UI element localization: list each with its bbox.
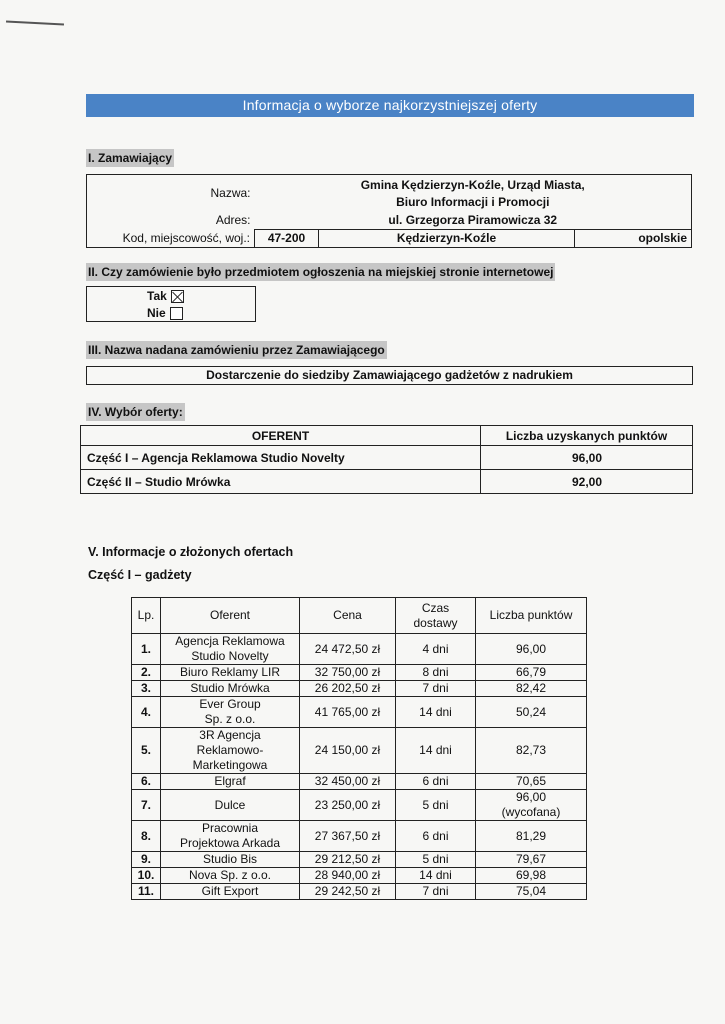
row-price: 29 212,50 zł xyxy=(300,852,396,868)
table-row xyxy=(132,790,587,821)
table-header-row xyxy=(132,598,587,634)
row-offer-line: Nova Sp. z o.o. xyxy=(188,868,272,882)
row-offer-line: Elgraf xyxy=(214,774,246,788)
name-value-line-1: Gmina Kędzierzyn-Koźle, Urząd Miasta, xyxy=(255,175,692,194)
address-value: ul. Grzegorza Piramowicza 32 xyxy=(255,211,692,229)
row-lp: 5. xyxy=(132,728,161,774)
row-offer-line: Biuro Reklamy LIR xyxy=(179,665,281,679)
row-offer-line: Reklamowo- xyxy=(196,743,264,757)
col-lp: Lp. xyxy=(132,598,161,634)
row-offer-line: Agencja Reklamowa xyxy=(175,634,285,648)
row-price: 27 367,50 zł xyxy=(300,821,396,852)
row-lp: 7. xyxy=(132,790,161,821)
table-row xyxy=(132,665,587,681)
voivodeship: opolskie xyxy=(575,229,692,247)
no-option xyxy=(147,306,183,320)
table-row xyxy=(132,634,587,665)
row-points-line: 82,73 xyxy=(515,743,547,757)
row-offer xyxy=(161,821,300,852)
table-row xyxy=(132,884,587,900)
row-offer xyxy=(161,697,300,728)
row-time: 14 dni xyxy=(396,868,476,884)
row-price: 23 250,00 zł xyxy=(300,790,396,821)
col-offer: Oferent xyxy=(161,598,300,634)
table-row xyxy=(81,470,693,494)
selected-points: 92,00 xyxy=(481,470,693,494)
row-time: 8 dni xyxy=(396,665,476,681)
table-row xyxy=(132,728,587,774)
row-offer-line: Marketingowa xyxy=(192,758,268,772)
table-row xyxy=(132,697,587,728)
row-points xyxy=(476,681,587,697)
row-points xyxy=(476,790,587,821)
row-offer-line: Pracownia xyxy=(201,821,259,835)
table-row xyxy=(132,821,587,852)
page-title-banner: Informacja o wyborze najkorzystniejszej oferty xyxy=(86,94,694,117)
name-label: Nazwa: xyxy=(87,175,255,212)
row-points-line: (wycofana) xyxy=(501,805,561,819)
offers-table xyxy=(131,597,587,900)
postal-code: 47-200 xyxy=(255,229,319,247)
row-offer-line: Ever Group xyxy=(199,697,261,711)
section-5-heading: V. Informacje o złożonych ofertach xyxy=(88,545,294,559)
row-points xyxy=(476,697,587,728)
row-time: 5 dni xyxy=(396,790,476,821)
row-offer-line: Studio Bis xyxy=(202,852,258,866)
row-points-line: 70,65 xyxy=(515,774,547,788)
row-points-line: 81,29 xyxy=(515,828,547,843)
row-offer xyxy=(161,884,300,900)
no-checkbox[interactable] xyxy=(170,307,183,320)
row-points xyxy=(476,884,587,900)
row-points-line: 69,98 xyxy=(515,868,547,882)
row-offer xyxy=(161,665,300,681)
row-offer xyxy=(161,852,300,868)
table-row xyxy=(132,868,587,884)
row-price: 29 242,50 zł xyxy=(300,884,396,900)
row-lp: 1. xyxy=(132,634,161,665)
scan-mark xyxy=(6,20,64,25)
name-value-line-2: Biuro Informacji i Promocji xyxy=(255,193,692,211)
col-time-line-1: Czas xyxy=(421,600,450,615)
col-points: Liczba punktów xyxy=(476,598,587,634)
row-points xyxy=(476,821,587,852)
row-lp: 2. xyxy=(132,665,161,681)
row-price: 28 940,00 zł xyxy=(300,868,396,884)
announcement-checkbox-group xyxy=(86,286,256,322)
yes-label: Tak xyxy=(147,289,167,303)
row-points-line: 66,79 xyxy=(515,665,547,679)
row-time: 14 dni xyxy=(396,728,476,774)
row-points xyxy=(476,868,587,884)
row-offer xyxy=(161,634,300,665)
row-lp: 3. xyxy=(132,681,161,697)
col-points-header: Liczba uzyskanych punktów xyxy=(481,426,693,446)
row-offer-line: Sp. z o.o. xyxy=(204,712,256,726)
col-time xyxy=(396,598,476,634)
row-lp: 8. xyxy=(132,821,161,852)
row-price: 24 150,00 zł xyxy=(300,728,396,774)
row-time: 5 dni xyxy=(396,852,476,868)
row-points xyxy=(476,665,587,681)
no-label: Nie xyxy=(147,306,166,320)
row-points-line: 75,04 xyxy=(515,884,547,898)
selected-offer: Część I – Agencja Reklamowa Studio Novelty xyxy=(81,446,481,470)
col-offer-header: OFERENT xyxy=(81,426,481,446)
table-row xyxy=(81,446,693,470)
section-2-heading: II. Czy zamówienie było przedmiotem ogłoszenia na miejskiej stronie internetowej xyxy=(88,265,554,279)
row-lp: 4. xyxy=(132,697,161,728)
table-row xyxy=(132,681,587,697)
row-lp: 10. xyxy=(132,868,161,884)
row-points xyxy=(476,634,587,665)
row-offer-line: Studio Mrówka xyxy=(190,681,270,695)
row-offer-line: Studio Novelty xyxy=(191,649,269,663)
row-price: 26 202,50 zł xyxy=(300,681,396,697)
row-points xyxy=(476,852,587,868)
row-points-line: 82,42 xyxy=(515,681,547,695)
row-offer-line: Gift Export xyxy=(201,884,259,898)
col-time-line-2: dostawy xyxy=(413,615,458,630)
row-price: 41 765,00 zł xyxy=(300,697,396,728)
address-label: Adres: xyxy=(87,211,255,229)
row-lp: 6. xyxy=(132,774,161,790)
row-time: 4 dni xyxy=(396,634,476,665)
row-offer-line: Dulce xyxy=(214,797,246,812)
row-time: 7 dni xyxy=(396,681,476,697)
col-price: Cena xyxy=(300,598,396,634)
row-lp: 11. xyxy=(132,884,161,900)
section-4-heading: IV. Wybór oferty: xyxy=(88,405,183,419)
yes-checkbox[interactable] xyxy=(171,290,184,303)
selected-offer: Część II – Studio Mrówka xyxy=(81,470,481,494)
order-name: Dostarczenie do siedziby Zamawiającego gadżetów z nadrukiem xyxy=(86,366,693,385)
row-lp: 9. xyxy=(132,852,161,868)
row-offer xyxy=(161,774,300,790)
table-row xyxy=(132,774,587,790)
contracting-authority-table xyxy=(86,174,692,248)
row-time: 14 dni xyxy=(396,697,476,728)
row-points-line: 50,24 xyxy=(515,704,547,719)
row-points xyxy=(476,774,587,790)
table-row xyxy=(132,852,587,868)
postal-label: Kod, miejscowość, woj.: xyxy=(87,229,255,247)
row-offer xyxy=(161,868,300,884)
selected-points: 96,00 xyxy=(481,446,693,470)
yes-option xyxy=(147,289,184,303)
row-time: 7 dni xyxy=(396,884,476,900)
row-price: 32 750,00 zł xyxy=(300,665,396,681)
row-offer xyxy=(161,681,300,697)
table-header-row xyxy=(81,426,693,446)
row-points-line: 96,00 xyxy=(515,641,547,656)
city: Kędzierzyn-Koźle xyxy=(319,229,575,247)
section-3-heading: III. Nazwa nadana zamówieniu przez Zamawiającego xyxy=(88,343,385,357)
row-points xyxy=(476,728,587,774)
row-price: 24 472,50 zł xyxy=(300,634,396,665)
section-5-subheading: Część I – gadżety xyxy=(88,568,192,582)
row-price: 32 450,00 zł xyxy=(300,774,396,790)
row-time: 6 dni xyxy=(396,821,476,852)
row-offer-line: Projektowa Arkada xyxy=(179,836,281,850)
row-points-line: 79,67 xyxy=(515,852,547,866)
row-offer-line: 3R Agencja xyxy=(199,728,261,742)
section-1-heading: I. Zamawiający xyxy=(88,151,173,165)
offer-selection-table xyxy=(80,425,693,494)
row-offer xyxy=(161,728,300,774)
row-offer xyxy=(161,790,300,821)
row-points-line: 96,00 xyxy=(515,790,547,804)
row-time: 6 dni xyxy=(396,774,476,790)
